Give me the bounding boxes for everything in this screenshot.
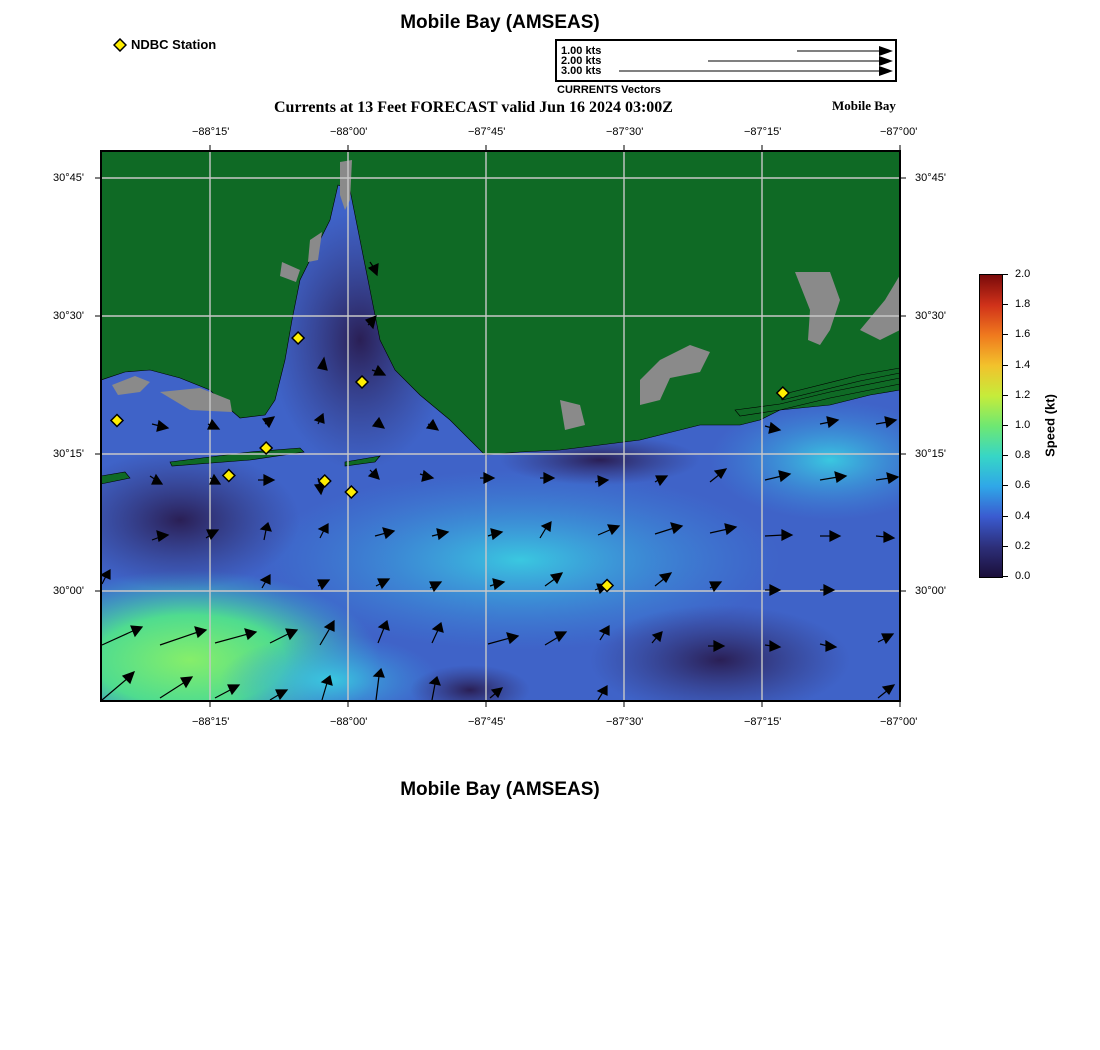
- vector-legend-caption: CURRENTS Vectors: [557, 84, 661, 96]
- colorbar-tick-label: 1.8: [1015, 298, 1031, 311]
- map-title-bottom: Mobile Bay (AMSEAS): [400, 779, 600, 800]
- lon-tick-label-top: −87°45': [468, 126, 506, 138]
- colorbar-tick-mark: [1002, 546, 1008, 547]
- lat-tick-label-right: 30°45': [915, 172, 946, 184]
- lat-tick-label-left: 30°00': [53, 585, 84, 597]
- colorbar-tick-mark: [1002, 274, 1008, 275]
- lon-tick-label-top: −88°00': [330, 126, 368, 138]
- colorbar-tick-mark: [1002, 485, 1008, 486]
- lon-tick-label-top: −87°15': [744, 126, 782, 138]
- lon-tick-label-top: −88°15': [192, 126, 230, 138]
- colorbar-tick-mark: [1002, 334, 1008, 335]
- colorbar-title: Speed (kt): [1042, 394, 1058, 457]
- colorbar-tick-label: 2.0: [1015, 268, 1031, 280]
- colorbar-tick-mark: [1002, 365, 1008, 366]
- vector-legend-label-2: 2.00 kts: [561, 55, 602, 67]
- region-label: Mobile Bay: [832, 98, 896, 113]
- map-body: [0, 151, 950, 750]
- lon-tick-label-bottom: −87°30': [606, 716, 644, 728]
- colorbar-tick-mark: [1002, 576, 1008, 577]
- lon-tick-label-bottom: −88°15': [192, 716, 230, 728]
- lat-tick-label-left: 30°45': [53, 172, 84, 184]
- colorbar-tick-mark: [1002, 304, 1008, 305]
- colorbar-tick-mark: [1002, 425, 1008, 426]
- colorbar-tick-label: 0.4: [1015, 509, 1031, 522]
- speed-colorbar: [979, 274, 1003, 578]
- colorbar-tick-label: 1.4: [1015, 358, 1031, 371]
- lon-tick-label-top: −87°00': [880, 126, 918, 138]
- lat-tick-label-right: 30°00': [915, 585, 946, 597]
- colorbar-tick-mark: [1002, 455, 1008, 456]
- lon-tick-label-top: −87°30': [606, 126, 644, 138]
- colorbar-tick-label: 1.6: [1015, 328, 1031, 341]
- vector-legend-label-1: 1.00 kts: [561, 45, 602, 57]
- lat-tick-label-right: 30°15': [915, 448, 946, 460]
- lat-tick-label-left: 30°15': [53, 448, 84, 460]
- lat-tick-label-left: 30°30': [53, 310, 84, 322]
- map-title: Mobile Bay (AMSEAS): [400, 12, 600, 33]
- colorbar-tick-label: 1.2: [1015, 388, 1031, 401]
- vector-legend-label-3: 3.00 kts: [561, 65, 602, 77]
- colorbar-tick-label: 0.6: [1015, 479, 1031, 492]
- lon-tick-label-bottom: −88°00': [330, 716, 368, 728]
- colorbar-tick-mark: [1002, 395, 1008, 396]
- colorbar-tick-label: 0.0: [1015, 570, 1031, 582]
- colorbar-tick-label: 1.0: [1015, 419, 1031, 431]
- station-legend-label: NDBC Station: [131, 37, 217, 52]
- lon-tick-label-bottom: −87°15': [744, 716, 782, 728]
- colorbar-tick-label: 0.8: [1015, 449, 1031, 462]
- colorbar-tick-label: 0.2: [1015, 539, 1031, 552]
- lon-tick-label-bottom: −87°00': [880, 716, 918, 728]
- forecast-subtitle: Currents at 13 Feet FORECAST valid Jun 16 2024 03:00Z: [274, 99, 673, 116]
- colorbar-tick-mark: [1002, 516, 1008, 517]
- lat-tick-label-right: 30°30': [915, 310, 946, 322]
- lon-tick-label-bottom: −87°45': [468, 716, 506, 728]
